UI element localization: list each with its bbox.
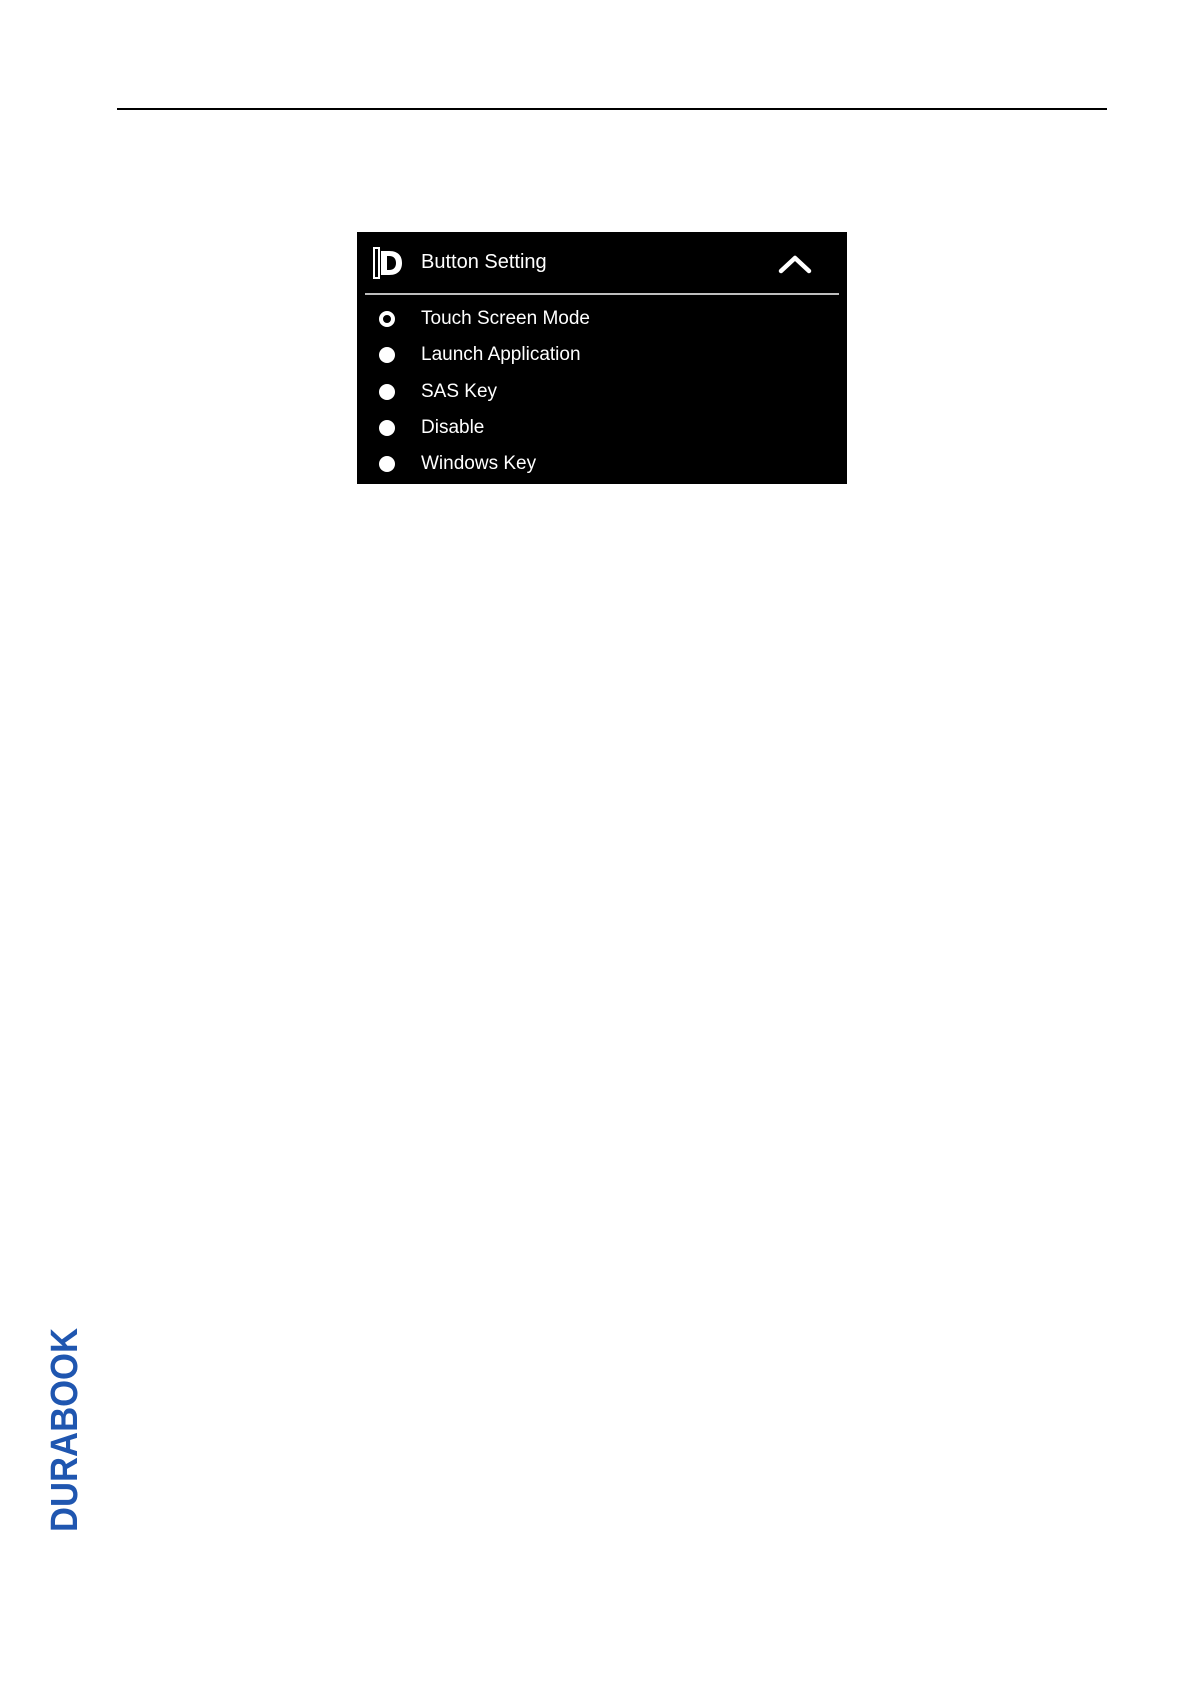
option-list <box>357 302 847 483</box>
chevron-up-icon[interactable] <box>773 246 817 280</box>
option-label: Windows Key <box>421 453 537 475</box>
radio-icon[interactable] <box>379 384 395 400</box>
panel-divider <box>365 293 839 295</box>
panel-header <box>357 232 847 292</box>
option-label: Touch Screen Mode <box>421 308 590 329</box>
button-setting-panel <box>357 232 847 484</box>
option-launch-application[interactable] <box>357 338 847 374</box>
option-label: SAS Key <box>421 380 498 402</box>
option-windows-key[interactable] <box>357 447 847 483</box>
header-rule <box>117 108 1107 110</box>
option-label: Disable <box>421 416 485 438</box>
durabook-logo <box>44 1326 82 1534</box>
radio-icon[interactable] <box>379 420 395 436</box>
durabook-logo-text: DURABOOK <box>44 1326 82 1532</box>
option-label: Launch Application <box>421 344 581 366</box>
panel-title: Button Setting <box>421 251 547 273</box>
d-logo-icon <box>372 246 404 280</box>
option-sas-key[interactable] <box>357 375 847 411</box>
radio-icon[interactable] <box>379 347 395 363</box>
radio-icon[interactable] <box>379 456 395 472</box>
option-disable[interactable] <box>357 411 847 447</box>
option-touch-screen-mode[interactable] <box>357 302 847 338</box>
radio-selected-icon[interactable] <box>379 311 395 327</box>
